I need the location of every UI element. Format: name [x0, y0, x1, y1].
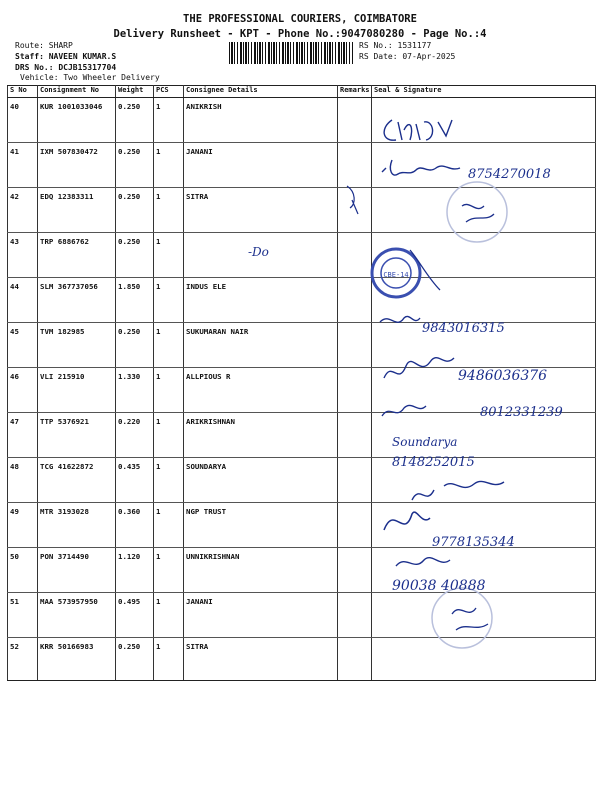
runsheet-subtitle: Delivery Runsheet - KPT - Phone No.:9047080280 - Page No.:4	[113, 28, 487, 40]
cell-sno: 41	[8, 143, 38, 188]
cell-consignee: SITRA	[184, 188, 338, 233]
cell-consignment: EDQ 12383311	[38, 188, 116, 233]
name-48: Soundarya	[392, 435, 458, 449]
cell-sno: 52	[8, 638, 38, 681]
cell-weight: 1.330	[116, 368, 154, 413]
cell-sno: 46	[8, 368, 38, 413]
signature-51	[396, 558, 450, 566]
stamp-cbe14	[372, 249, 440, 297]
cell-weight: 0.220	[116, 413, 154, 458]
cell-consignee: NGP TRUST	[184, 503, 338, 548]
cell-weight: 1.850	[116, 278, 154, 323]
cell-consignee: SOUNDARYA	[184, 458, 338, 503]
cell-consignee: JANANI	[184, 593, 338, 638]
signature-49	[412, 481, 504, 500]
cell-sno: 47	[8, 413, 38, 458]
rs-date-label: RS Date:	[359, 52, 398, 61]
cell-sno: 51	[8, 593, 38, 638]
ditto-43: -Do	[248, 245, 269, 259]
cell-consignee: ALLPIOUS R	[184, 368, 338, 413]
cell-pcs: 1	[154, 458, 184, 503]
rs-no-value: 1531177	[397, 41, 432, 50]
cell-pcs: 1	[154, 233, 184, 278]
cell-consignee: SITRA	[184, 638, 338, 681]
cell-pcs: 1	[154, 323, 184, 368]
cell-weight: 1.120	[116, 548, 154, 593]
cell-pcs: 1	[154, 368, 184, 413]
cell-consignee: ARIKRISHNAN	[184, 413, 338, 458]
cell-consignment: IXM 507830472	[38, 143, 116, 188]
col-header-consignee: Consignee Details	[184, 86, 338, 98]
cell-consignee: JANANI	[184, 143, 338, 188]
cell-sno: 45	[8, 323, 38, 368]
signature-46	[384, 358, 454, 378]
cell-consignment: PON 3714490	[38, 548, 116, 593]
cell-sno: 43	[8, 233, 38, 278]
phone-46: 9486036376	[458, 368, 548, 384]
vehicle-label: Vehicle:	[20, 73, 59, 82]
faint-stamp-bottom	[432, 588, 492, 648]
cell-sno: 44	[8, 278, 38, 323]
cell-weight: 0.250	[116, 323, 154, 368]
vehicle-value: Two Wheeler Delivery	[63, 73, 160, 82]
company-title: THE PROFESSIONAL COURIERS, COIMBATORE	[183, 13, 417, 25]
cell-weight: 0.250	[116, 143, 154, 188]
staff-value: NAVEEN KUMAR.S	[48, 52, 117, 61]
cell-weight: 0.250	[116, 638, 154, 681]
text-47: 8012331239	[480, 405, 563, 420]
signature-41	[382, 160, 460, 175]
cell-pcs: 1	[154, 98, 184, 143]
drs-label: DRS No.:	[15, 63, 54, 72]
cell-consignee: INDUS ELE	[184, 278, 338, 323]
rs-no-label: RS No.:	[359, 41, 393, 50]
cell-pcs: 1	[154, 188, 184, 233]
cell-consignment: VLI 215910	[38, 368, 116, 413]
cell-pcs: 1	[154, 593, 184, 638]
stamp-text: CBE-14	[383, 271, 409, 279]
cell-sno: 40	[8, 98, 38, 143]
rs-date-value: 07-Apr-2025	[402, 52, 456, 61]
phone-45: 9843016315	[422, 321, 505, 336]
cell-weight: 0.250	[116, 98, 154, 143]
drs-value: DCJB15317704	[58, 63, 117, 72]
cell-pcs: 1	[154, 503, 184, 548]
phone-48: 8148252015	[392, 455, 475, 470]
cell-consignment: TVM 182985	[38, 323, 116, 368]
cell-consignee: ANIKRISH	[184, 98, 338, 143]
cell-pcs: 1	[154, 638, 184, 681]
cell-consignment: MAA 573957950	[38, 593, 116, 638]
staff-label: Staff:	[15, 52, 44, 61]
col-header-seal: Seal & Signature	[372, 86, 596, 98]
cell-sno: 50	[8, 548, 38, 593]
phone-51: 90038 40888	[392, 578, 486, 594]
cell-sno: 49	[8, 503, 38, 548]
col-header-consignment: Consignment No	[38, 86, 116, 98]
cell-consignment: TRP 6886762	[38, 233, 116, 278]
cell-pcs: 1	[154, 413, 184, 458]
cell-consignment: KUR 1001033046	[38, 98, 116, 143]
phone-50: 9778135344	[432, 535, 515, 550]
signature-40	[384, 120, 452, 140]
faint-stamp-top	[447, 182, 507, 242]
col-header-remarks: Remarks	[338, 86, 372, 98]
cell-weight: 0.250	[116, 188, 154, 233]
cell-consignment: TTP 5376921	[38, 413, 116, 458]
cell-consignment: SLM 367737056	[38, 278, 116, 323]
remark-mark-42	[347, 186, 358, 214]
cell-consignment: KRR 50166983	[38, 638, 116, 681]
cell-pcs: 1	[154, 143, 184, 188]
cell-consignee: SUKUMARAN NAIR	[184, 323, 338, 368]
col-header-sno: S No	[8, 86, 38, 98]
cell-pcs: 1	[154, 548, 184, 593]
phone-41: 8754270018	[468, 167, 551, 182]
cell-consignment: TCG 41622872	[38, 458, 116, 503]
cell-weight: 0.360	[116, 503, 154, 548]
signature-47	[382, 405, 426, 416]
cell-consignee: UNNIKRISHNAN	[184, 548, 338, 593]
cell-weight: 0.495	[116, 593, 154, 638]
cell-consignment: MTR 3193028	[38, 503, 116, 548]
col-header-pcs: PCS	[154, 86, 184, 98]
cell-sno: 48	[8, 458, 38, 503]
route-label: Route:	[15, 41, 44, 50]
cell-sno: 42	[8, 188, 38, 233]
route-value: SHARP	[48, 41, 73, 50]
col-header-weight: Weight	[116, 86, 154, 98]
cell-weight: 0.250	[116, 233, 154, 278]
cell-weight: 0.435	[116, 458, 154, 503]
signature-45	[380, 316, 420, 322]
cell-pcs: 1	[154, 278, 184, 323]
signature-50	[384, 512, 430, 530]
